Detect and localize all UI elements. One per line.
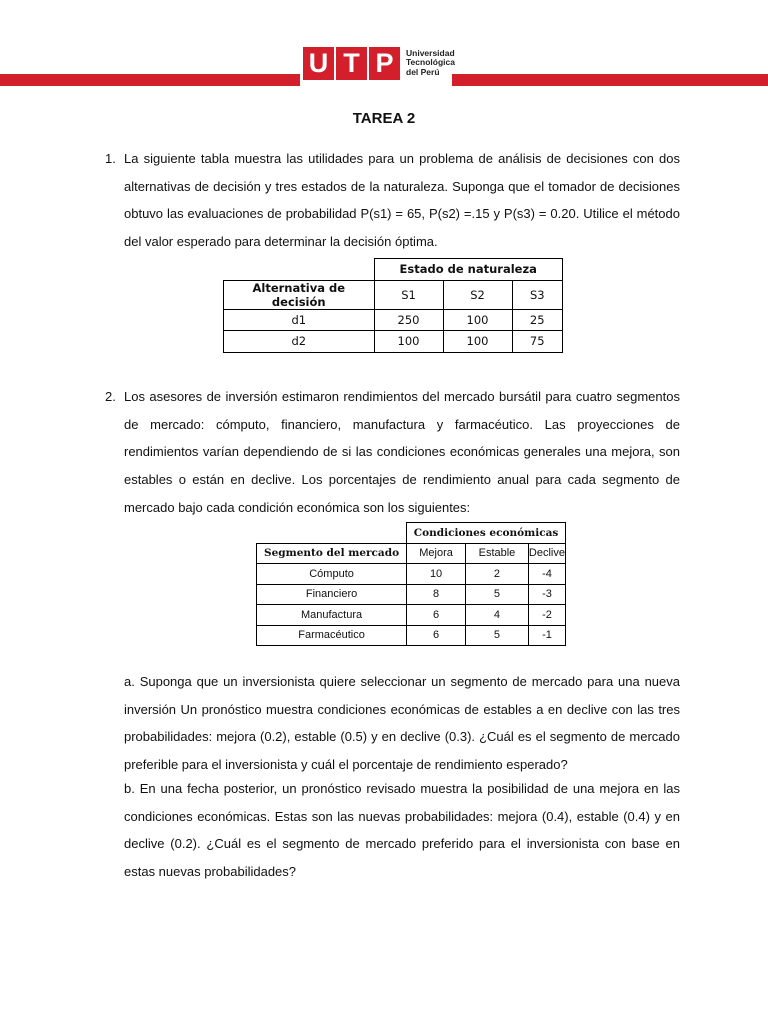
table-group-header: Condiciones económicas	[407, 523, 566, 544]
table-row: Cómputo 10 2 -4	[257, 564, 566, 585]
question-2-part-a: a. Suponga que un inversionista quiere seleccionar un segmento de mercado para una nueva inversión Un pronóstico muestra condiciones económicas de estables a en declive con las tres probabilidades: mejora (0.2), estable (0.5) y en declive (0.3). ¿Cuál es el segmento de mercado preferible para el inversionista y cuál el porcentaje de rendimiento esperado?	[124, 674, 680, 773]
logo-letter: U	[303, 47, 334, 80]
question-1-text: La siguiente tabla muestra las utilidades para un problema de análisis de decisiones con dos alternativas de decisión y tres estados de la naturaleza. Suponga que el tomador de decisiones obtuvo las evaluaciones de probabilidad P(s1) = 65, P(s2) =.15 y P(s3) = 0.20. Utilice el método del valor esperado para determinar la decisión óptima.	[124, 151, 680, 250]
table-row: Manufactura 6 4 -2	[257, 605, 566, 626]
decision-table	[223, 258, 563, 353]
table-row-header: Segmento del mercado	[257, 543, 407, 564]
logo-university-name: Universidad Tecnológica del Perú	[406, 47, 455, 77]
table-column-header: S3	[512, 280, 563, 309]
table-column-header: Mejora	[407, 543, 466, 564]
table-row: Farmacéutico 6 5 -1	[257, 625, 566, 646]
question-2-part-b: b. En una fecha posterior, un pronóstico revisado muestra la posibilidad de una mejora en las condiciones económicas. Estas son las nuevas probabilidades: mejora (0.4), estable (0.4) y en declive (0.2). ¿Cuál es el segmento de mercado preferido para el inversionista con base en estas nuevas probabilidades?	[124, 781, 680, 880]
table-column-header: Estable	[466, 543, 529, 564]
utp-logo	[303, 44, 455, 82]
table-row: d1 250 100 25	[224, 309, 563, 331]
question-number: 2.	[105, 389, 116, 404]
table-column-header: S2	[443, 280, 512, 309]
question-number: 1.	[105, 151, 116, 166]
logo-letter: T	[336, 47, 367, 80]
table-group-header: Estado de naturaleza	[374, 259, 563, 281]
header-red-bar-right	[452, 74, 768, 86]
table-column-header: Declive	[528, 543, 565, 564]
table-row: Financiero 8 5 -3	[257, 584, 566, 605]
table-row: d2 100 100 75	[224, 331, 563, 353]
table-column-header: S1	[374, 280, 443, 309]
question-2-text: Los asesores de inversión estimaron rendimientos del mercado bursátil para cuatro segmentos de mercado: cómputo, financiero, manufactura y farmacéutico. Las proyecciones de rendimientos varían dependiendo de si las condiciones económicas generales una mejora, son estables o están en declive. Los porcentajes de rendimiento anual para cada segmento de mercado bajo cada condición económica son los siguientes:	[124, 389, 680, 515]
header-red-bar-left	[0, 74, 300, 86]
market-returns-table	[256, 522, 566, 646]
logo-letter: P	[369, 47, 400, 80]
page-title: TAREA 2	[352, 110, 416, 127]
table-row-header: Alternativa de decisión	[224, 280, 375, 309]
